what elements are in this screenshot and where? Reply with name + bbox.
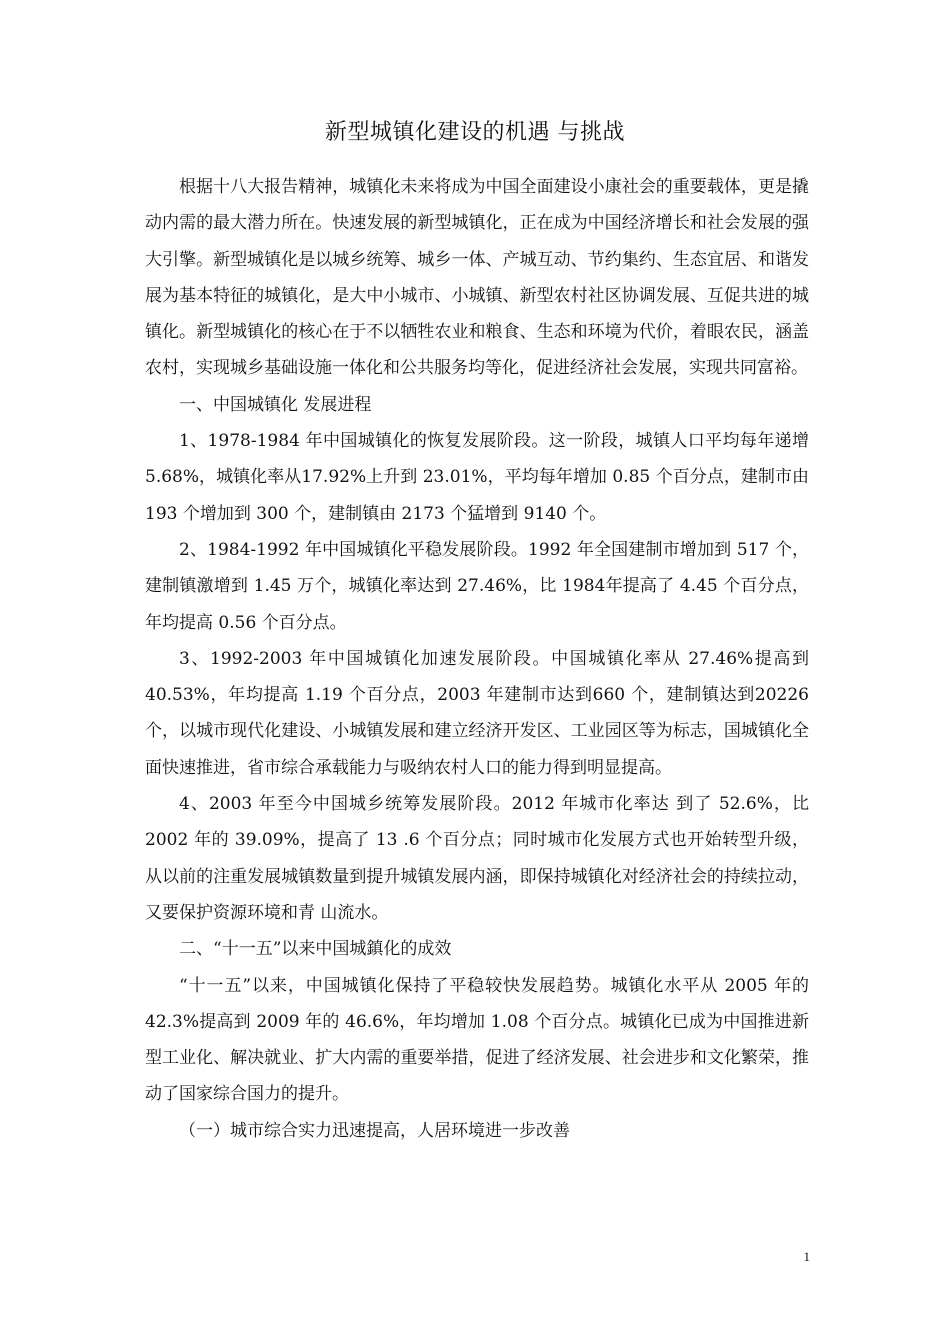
section-heading-1: 一、中国城镇化 发展进程	[179, 394, 372, 415]
paragraph-achievements: “十一五”以来，中国城镇化保持了平稳较快发展趋势。城镇化水平从 2005 年的 42.3%提高到 2009 年的 46.6%，年均增加 1.08 个百分点。城镇化已成为中国推进新型工业化、解决就业、扩大内需的重要举措，促进了经济发展、社会进步和文化繁荣，推动了国家综合国力的提升。	[145, 975, 809, 1105]
paragraph-stage-1: 1、1978-1984 年中国城镇化的恢复发展阶段。这一阶段，城镇人口平均每年递增5.68%，城镇化率从17.92%上升到 23.01%，平均每年增加 0.85 个百分点，建制市由 193 个增加到 300 个，建制镇由 2173 个猛增到 9140 个。	[145, 431, 809, 524]
document-title: 新型城镇化建设的机遇 与挑战	[325, 120, 625, 145]
paragraph-intro: 根据十八大报告精神，城镇化未来将成为中国全面建设小康社会的重要载体，更是撬动内需的最大潜力所在。快速发展的新型城镇化，正在成为中国经济增长和社会发展的强大引擎。新型城镇化是以城乡统筹、城乡一体、产城互动、节约集约、生态宜居、和谐发展为基本特征的城镇化，是大中小城市、小城镇、新型农村社区协调发展、互促共进的城镇化。新型城镇化的核心在于不以牺牲农业和粮食、生态和环境为代价，着眼农民，涵盖农村，实现城乡基础设施一体化和公共服务均等化，促进经济社会发展，实现共同富裕。	[145, 177, 809, 379]
paragraph-stage-3: 3、1992-2003 年中国城镇化加速发展阶段。中国城镇化率从 27.46%提高到 40.53%，年均提高 1.19 个百分点，2003 年建制市达到660 个，建制镇达到20226 个，以城市现代化建设、小城镇发展和建立经济开发区、工业园区等为标志，国城镇化全面快速推进，省市综合承载能力与吸纳农村人口的能力得到明显提高。	[145, 648, 809, 778]
section-heading-2: 二、“十一五”以来中国城鎮化的成效	[179, 939, 452, 960]
subsection-heading-1: （一）城市综合实力迅速提高，人居环境进一步改善	[179, 1120, 570, 1141]
paragraph-stage-2: 2、1984-1992 年中国城镇化平稳发展阶段。1992 年全国建制市增加到 517 个，建制镇激增到 1.45 万个，城镇化率达到 27.46%，比 1984年提高了 4.45 个百分点，年均提高 0.56 个百分点。	[145, 539, 809, 633]
paragraph-stage-4: 4、2003 年至今中国城乡统筹发展阶段。2012 年城市化率达 到了 52.6%，比 2002 年的 39.09%，提高了 13 .6 个百分点；同时城市化发展方式也开始转型升级，从以前的注重发展城镇数量到提升城镇发展内涵，即保持城镇化对经济社会的持续拉动，又要保护资源环境和青 山流水。	[145, 794, 809, 923]
document-body	[145, 169, 809, 1149]
page-number: 1	[803, 1249, 810, 1264]
